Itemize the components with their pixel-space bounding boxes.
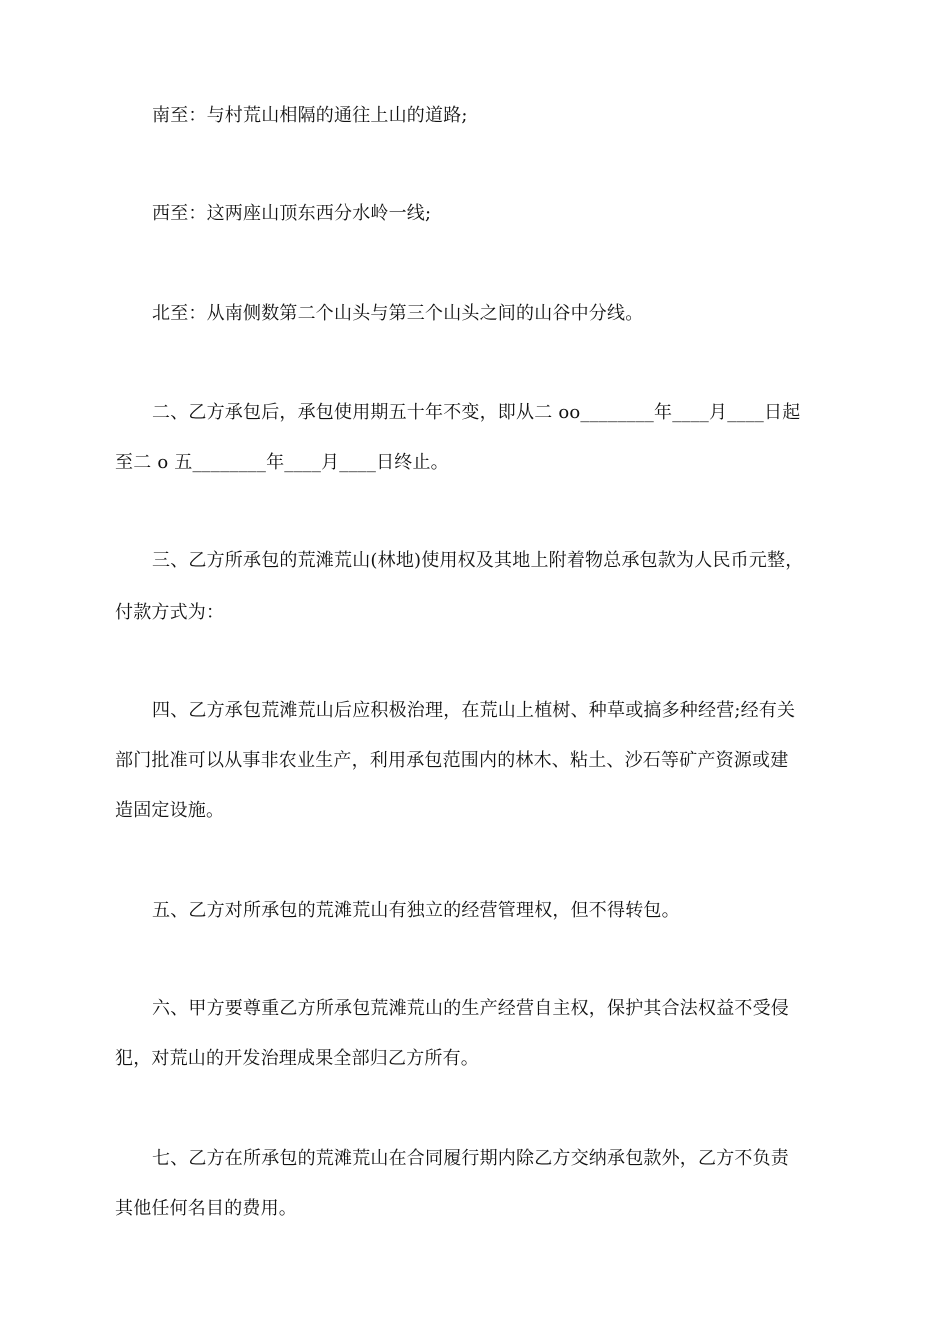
clause-2-line-2: 至二 o 五________年____月____日终止。: [115, 452, 449, 473]
clause-6-line-1: 六、甲方要尊重乙方所承包荒滩荒山的生产经营自主权，保护其合法权益不受侵: [152, 998, 789, 1019]
clause-2-line-1: 二、乙方承包后，承包使用期五十年不变，即从二 oo________年____月____日起: [152, 402, 801, 423]
clause-4-line-3: 造固定设施。: [115, 800, 225, 821]
clause-3-line-1: 三、乙方所承包的荒滩荒山(林地)使用权及其地上附着物总承包款为人民币元整，: [152, 550, 804, 571]
west-boundary-line: 西至：这两座山顶东西分水岭一线;: [152, 203, 432, 224]
north-boundary-line: 北至：从南侧数第二个山头与第三个山头之间的山谷中分线。: [152, 303, 644, 324]
clause-7-line-2: 其他任何名目的费用。: [115, 1198, 297, 1219]
clause-7-line-1: 七、乙方在所承包的荒滩荒山在合同履行期内除乙方交纳承包款外，乙方不负责: [152, 1148, 789, 1169]
clause-3-line-2: 付款方式为：: [115, 602, 225, 623]
south-boundary-line: 南至：与村荒山相隔的通往上山的道路;: [152, 105, 468, 126]
clause-5-line-1: 五、乙方对所承包的荒滩荒山有独立的经营管理权，但不得转包。: [152, 900, 680, 921]
clause-4-line-1: 四、乙方承包荒滩荒山后应积极治理，在荒山上植树、种草或搞多种经营;经有关: [152, 700, 796, 721]
clause-6-line-2: 犯，对荒山的开发治理成果全部归乙方所有。: [115, 1048, 479, 1069]
clause-4-line-2: 部门批准可以从事非农业生产，利用承包范围内的林木、粘土、沙石等矿产资源或建: [115, 750, 789, 771]
